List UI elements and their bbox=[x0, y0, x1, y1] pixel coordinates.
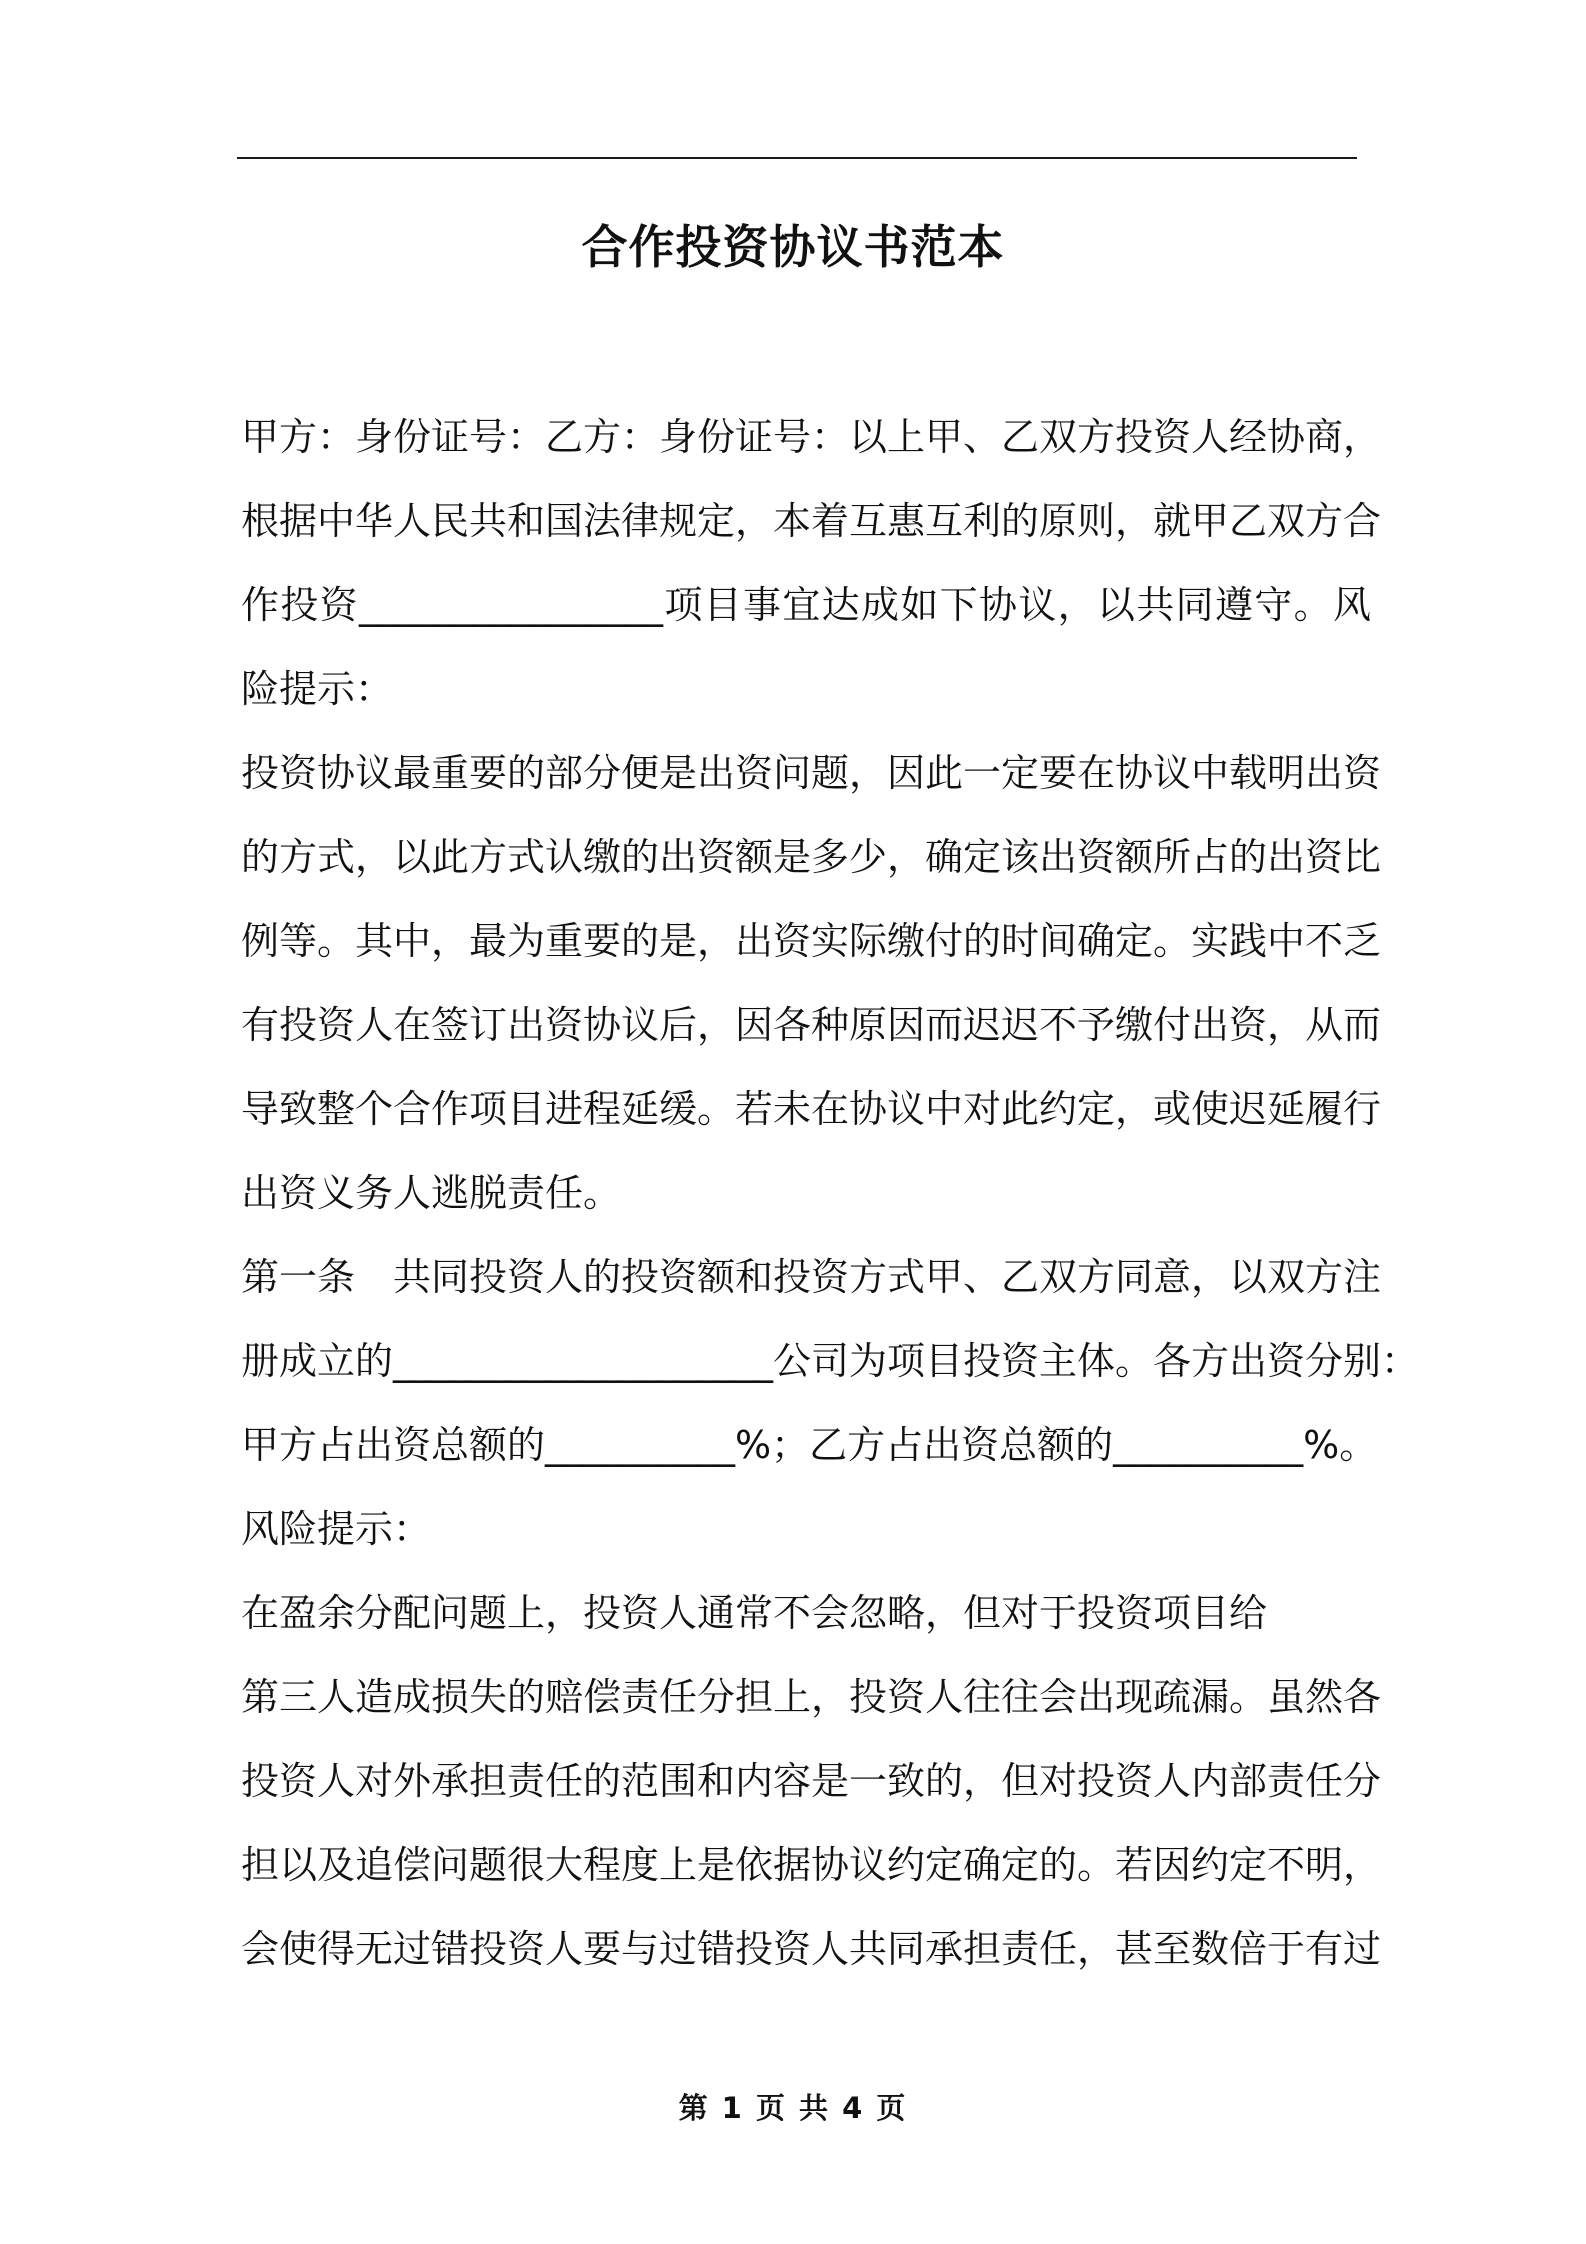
body-line: 担以及追偿问题很大程度上是依据协议约定确定的。若因约定不明， bbox=[241, 1843, 1382, 1887]
body-line: 甲方：身份证号：乙方：身份证号：以上甲、乙双方投资人经协商， bbox=[241, 415, 1382, 459]
body-line: 根据中华人民共和国法律规定，本着互惠互利的原则，就甲乙双方合 bbox=[241, 499, 1382, 543]
page-number-footer: 第 1 页 共 4 页 bbox=[678, 2091, 908, 2125]
body-line: 导致整个合作项目进程延缓。若未在协议中对此约定，或使迟延履行 bbox=[241, 1087, 1382, 1131]
header-rule bbox=[237, 157, 1357, 159]
body-line: 第一条 共同投资人的投资额和投资方式甲、乙双方同意，以双方注 bbox=[241, 1255, 1382, 1299]
body-line: 投资协议最重要的部分便是出资问题，因此一定要在协议中载明出资 bbox=[241, 751, 1382, 795]
document-title: 合作投资协议书范本 bbox=[581, 220, 1005, 274]
body-line: 甲方占出资总额的__________%；乙方占出资总额的__________%。 bbox=[241, 1423, 1378, 1467]
body-line: 出资义务人逃脱责任。 bbox=[241, 1171, 622, 1215]
body-line: 会使得无过错投资人要与过错投资人共同承担责任，甚至数倍于有过 bbox=[241, 1927, 1382, 1971]
body-line: 有投资人在签订出资协议后，因各种原因而迟迟不予缴付出资，从而 bbox=[241, 1003, 1382, 1047]
document-body bbox=[241, 395, 1420, 1991]
body-line: 的方式，以此方式认缴的出资额是多少，确定该出资额所占的出资比 bbox=[241, 835, 1382, 879]
body-line: 例等。其中，最为重要的是，出资实际缴付的时间确定。实践中不乏 bbox=[241, 919, 1382, 963]
body-line: 投资人对外承担责任的范围和内容是一致的，但对投资人内部责任分 bbox=[241, 1759, 1382, 1803]
body-line: 第三人造成损失的赔偿责任分担上，投资人往往会出现疏漏。虽然各 bbox=[241, 1675, 1382, 1719]
body-line: 作投资________________项目事宜达成如下协议，以共同遵守。风 bbox=[241, 583, 1371, 627]
body-line: 险提示： bbox=[241, 667, 394, 711]
body-line: 在盈余分配问题上，投资人通常不会忽略，但对于投资项目给 bbox=[241, 1591, 1268, 1635]
body-line: 册成立的____________________公司为项目投资主体。各方出资分别： bbox=[241, 1339, 1420, 1383]
body-line: 风险提示： bbox=[241, 1507, 432, 1551]
